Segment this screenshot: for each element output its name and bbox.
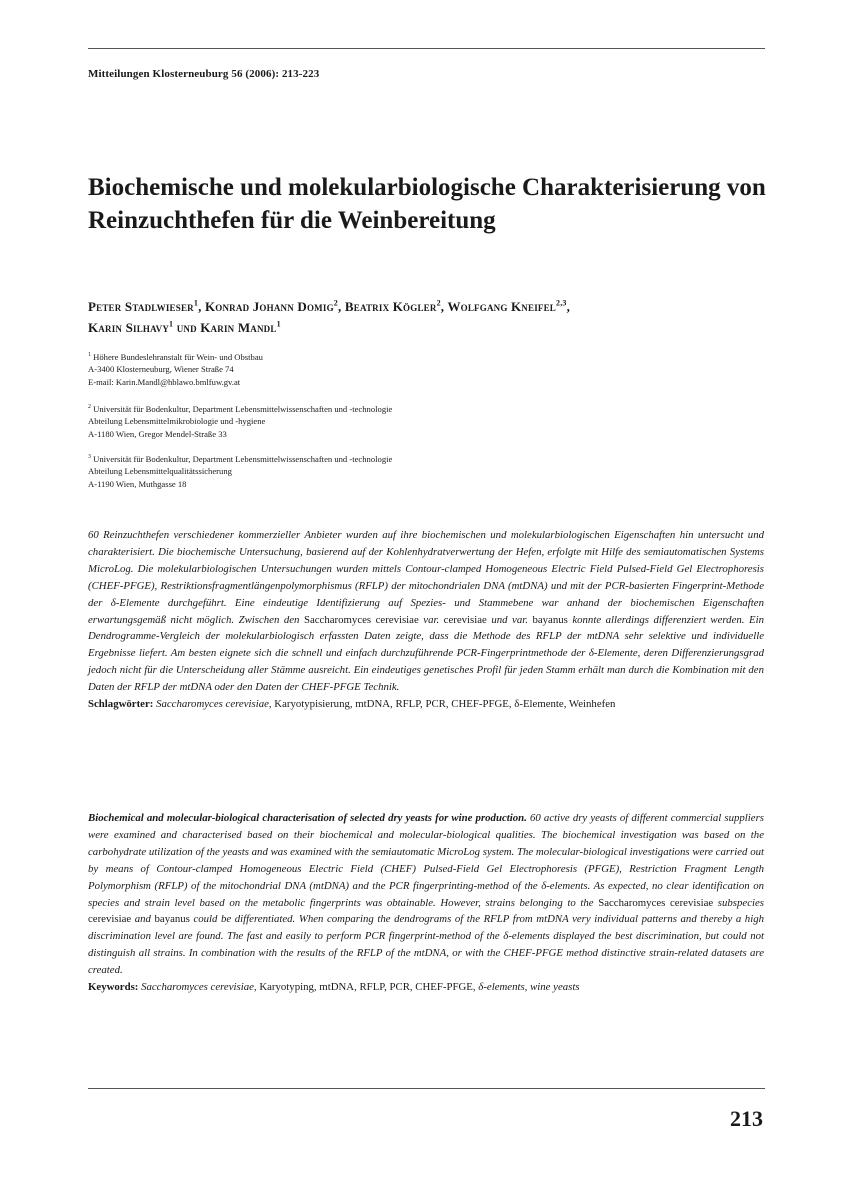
abstract-english: Biochemical and molecular-biological characterisation of selected dry yeasts for wine production. 60 active dry yeasts of different commercial suppliers were examined and characterised based on their biochemical and molecular-biological qualities. The biochemical investigation was based on the carbohydrate utilization of the yeasts and was examined with the semiautomatic MicroLog system. The molecular-biological investigations were carried out by means of Contour-clamped Homogeneous Electric Field (CHEF) Pulsed-Field Gel Electrophoresis (PFGE), Restriction Fragment Length Polymorphism (RFLP) of the mitochondrial DNA (mtDNA) and the PCR fingerprinting-method of the δ-elements. As expected, no clear identification on species and strain level based on the metabolic fingerprints was obtainable. However, strains belonging to the Saccharomyces cerevisiae subspecies cerevisiae and bayanus could be differentiated. When comparing the dendrograms of the RFLP from mtDNA very individual patterns and thereby a high discrimination level are found. The fast and easily to perform PCR fingerprint-method of the δ-elements displayed the best discrimination, but could not distinguish all strains. In combination with the results of the RFLP of the mtDNA, or with the CHEF-PFGE method distinctive strain-related datasets are created. Keywords: Saccharomyces cerevisiae, Karyotyping, mtDNA, RFLP, PCR, CHEF-PFGE, δ-elements, wine yeasts (88, 812, 765, 994)
author-name: Karin Silhavy (88, 320, 170, 335)
author-list (88, 296, 768, 338)
bottom-rule (88, 1088, 765, 1089)
author-separator: und (173, 320, 201, 335)
author-affiliation-marker: 1 (276, 319, 281, 329)
affiliation-line: A-1180 Wien, Gregor Mendel-Straße 33 (88, 428, 227, 439)
affiliation-number: 1 (88, 352, 91, 359)
keywords-italic-tail: δ-elements, wine yeasts (478, 981, 580, 994)
author-separator: , (337, 299, 345, 314)
journal-citation: Mitteilungen Klosterneuburg 56 (2006): 213-223 (88, 68, 320, 80)
species-name: bayanus (154, 913, 190, 926)
keyword-species: Saccharomyces cerevisiae (141, 981, 254, 994)
affiliation-2 (88, 403, 392, 440)
species-name: bayanus (532, 613, 568, 626)
affiliation-line: Abteilung Lebensmittelmikrobiologie und -hygiene (88, 416, 266, 427)
affiliation-3 (88, 453, 392, 490)
affiliation-1 (88, 351, 263, 388)
page-number: 213 (730, 1106, 763, 1131)
paper-title: Biochemische und molekularbiologische Charakterisierung von Reinzuchthefen für die Weinbereitung (88, 174, 766, 234)
keywords-label: Schlagwörter: (88, 698, 154, 711)
keywords-list: , Karyotyping, mtDNA, RFLP, PCR, CHEF-PFGE, (253, 981, 479, 994)
english-abstract-title: Biochemical and molecular-biological characterisation of selected dry yeasts for wine production. (88, 812, 527, 824)
affiliation-line: Abteilung Lebensmittelqualitätssicherung (88, 466, 232, 477)
author-affiliation-marker: 1 (169, 319, 174, 329)
author-separator: , (440, 299, 448, 314)
affiliation-number: 2 (88, 404, 91, 411)
affiliation-line: $^2$ Universität für Bodenkultur, Department Lebensmittelwissenschaften und -technologie (88, 404, 393, 414)
affiliation-line: $^3$ Universität für Bodenkultur, Department Lebensmittelwissenschaften und -technologie (88, 454, 393, 464)
author-affiliation-marker: 2 (333, 298, 338, 308)
top-rule (88, 48, 765, 49)
species-name: Saccharomyces cerevisiae (303, 613, 419, 626)
affiliation-number: 3 (88, 454, 91, 461)
author-affiliation-marker: 1 (193, 298, 199, 308)
author-separator: , (198, 299, 205, 314)
author-name: Peter Stadlwieser (88, 299, 194, 314)
author-name: Beatrix Kögler (344, 299, 437, 314)
affiliation-email: E-mail: Karin.Mandl@hblawo.bmlfuw.gv.at (88, 376, 241, 387)
author-separator: , (566, 299, 571, 314)
author-affiliation-marker: 2 (436, 298, 441, 308)
author-affiliation-marker: 2,3 (556, 298, 567, 308)
abstract-text: 60 active dry yeasts of different commercial suppliers were examined and characterised based on their biochemical and molecular-biological qualities. The biochemical investigation was based on the carbohydrate utilization of the yeasts and was examined with the semiautomatic MicroLog system. The molecular-biological investigations were carried out by means of Contour-clamped Homogeneous Electric Field (CHEF) Pulsed-Field Gel Electrophoresis (PFGE), Restriction Fragment Length Polymorphism (RFLP) of the mitochondrial DNA (mtDNA) and the PCR fingerprinting-method of the δ-elements. As expected, no clear identification on species and strain level based on the metabolic fingerprints was obtainable. However, strains belonging to the (88, 812, 764, 909)
species-name: cerevisiae (88, 913, 132, 926)
author-name: Konrad Johann Domig (204, 299, 334, 314)
affiliation-line: A-1190 Wien, Muthgasse 18 (88, 478, 187, 489)
abstract-german: 60 Reinzuchthefen verschiedener kommerzieller Anbieter wurden auf ihre biochemischen und molekularbiologischen Eigenschaften hin untersucht und charakterisiert. Die biochemische Untersuchung, basierend auf der Kohlenhydratverwertung der Hefen, erfolgte mit Hilfe des semiautomatischen Systems MicroLog. Die molekularbiologischen Untersuchungen wurden mittels Contour-clamped Homogeneous Electric Field Pulsed-Field Gel Electrophoresis (CHEF-PFGE), Restriktionsfragmentlängenpolymorphismus (RFLP) der mitochondrialen DNA (mtDNA) und mit der PCR-basierten Fingerprint-Methode der δ-Elemente durchgeführt. Eine eindeutige Identifizierung auf Spezies- und Stammebene war anhand der biochemischen Eigenschaften erwartungsgemäß nicht möglich. Zwischen den Saccharomyces cerevisiae var. cerevisiae und var. bayanus konnte allerdings differenziert werden. Ein Dendrogramme-Vergleich der molekularbiologisch erfassten Daten zeigte, dass die Methode des RFLP der mtDNA sehr selektive und individuelle Ergebnisse liefert. Am besten eignete sich die schnell und einfach durchzuführende PCR-Fingerprintmethode der δ-Elemente, deren Differenzierungsgrad jedoch nicht für die Unterscheidung aller Stämme ausreicht. Ein eindeutiges genetisches Profil für jeden Stamm erhält man durch die Kombination mit den Daten der RFLP der mtDNA oder den Daten der CHEF-PFGE Technik. Schlagwörter: Saccharomyces cerevisiae, Karyotypisierung, mtDNA, RFLP, PCR, CHEF-PFGE, δ-Elemente, Weinhefen (88, 529, 764, 711)
keywords-list: , Karyotypisierung, mtDNA, RFLP, PCR, CHEF-PFGE, δ-Elemente, Weinhefen (268, 698, 616, 711)
keyword-species: Saccharomyces cerevisiae (156, 698, 269, 711)
keywords-label: Keywords: (88, 981, 139, 994)
abstract-text: 60 Reinzuchthefen verschiedener kommerzieller Anbieter wurden auf ihre biochemischen und molekularbiologischen Eigenschaften hin untersucht und charakterisiert. Die biochemische Untersuchung, basierend auf der Kohlenhydratverwertung der Hefen, erfolgte mit Hilfe des semiautomatischen Systems MicroLog. Die molekularbiologischen Untersuchungen wurden mittels Contour-clamped Homogeneous Electric Field Pulsed-Field Gel Electrophoresis (CHEF-PFGE), Restriktionsfragmentlängenpolymorphismus (RFLP) der mitochondrialen DNA (mtDNA) und mit der PCR-basierten Fingerprint-Methode der δ-Elemente durchgeführt. Eine eindeutige Identifizierung auf Spezies- und Stammebene war anhand der biochemischen Eigenschaften erwartungsgemäß nicht möglich. Zwischen den (88, 529, 764, 626)
author-name: Wolfgang Kneifel (447, 299, 557, 314)
author-name: Karin Mandl (200, 320, 277, 335)
affiliation-line: A-3400 Klosterneuburg, Wiener Straße 74 (88, 364, 234, 375)
species-name: cerevisiae (443, 613, 487, 626)
affiliation-line: $^1$ Höhere Bundeslehranstalt für Wein- und Obstbau (88, 352, 263, 362)
species-name: Saccharomyces cerevisiae (598, 896, 714, 909)
